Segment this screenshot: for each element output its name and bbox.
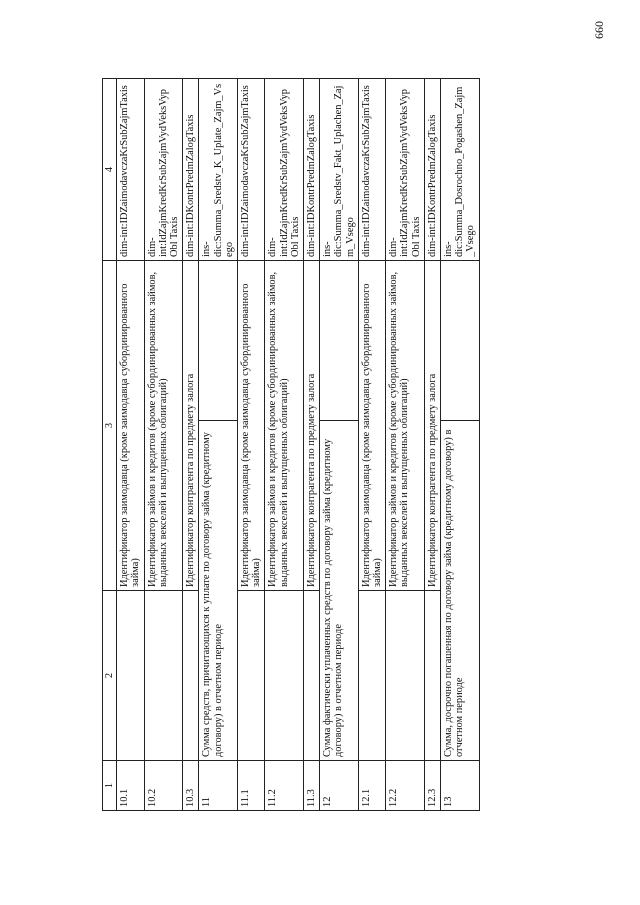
row-description: Идентификатор займов и кредитов (кроме субординированных займов, выданных векселей и выпущенных облигаций) <box>144 260 183 590</box>
row-description: Идентификатор займов и кредитов (кроме субординированных займов, выданных векселей и выпущенных облигаций) <box>265 260 304 590</box>
header-col-2: 2 <box>103 591 117 761</box>
row-number: 13 <box>441 761 480 811</box>
row-description: Идентификатор заимодавца (кроме заимодавца субординированного займа) <box>358 260 385 590</box>
row-name <box>265 591 304 761</box>
row-name <box>117 591 144 761</box>
row-number: 11.2 <box>265 761 304 811</box>
row-code: dim-int:IdZajmKredKrSubZajmVydVeksVypObl Taxis <box>386 78 425 260</box>
row-code: ins-dic:Summa_Sredstv_Fakt_Uplachen_Zajm_Vsego <box>320 78 359 260</box>
row-number: 11.3 <box>304 761 320 811</box>
row-number: 12.3 <box>424 761 440 811</box>
row-code: dim-int:IDKontrPredmZalogTaxis <box>304 78 320 260</box>
table-row <box>183 78 199 810</box>
table-row <box>117 78 144 810</box>
header-col-3: 3 <box>103 260 117 590</box>
table-header-row <box>103 78 117 810</box>
table-row <box>199 78 238 810</box>
row-description: Идентификатор заимодавца (кроме заимодавца субординированного займа) <box>238 260 265 590</box>
row-description: Идентификатор контрагента по предмету залога <box>183 260 199 590</box>
row-name <box>144 591 183 761</box>
row-code: dim-int:IDKontrPredmZalogTaxis <box>424 78 440 260</box>
row-code: dim-int:IdZajmKredKrSubZajmVydVeksVypObl Taxis <box>265 78 304 260</box>
header-col-4: 4 <box>103 78 117 260</box>
row-name: Сумма, досрочно погашенная по договору займа (кредитному договору) в отчетном периоде <box>441 421 480 761</box>
row-code: dim-int:IDKontrPredmZalogTaxis <box>183 78 199 260</box>
row-code: dim-int:IDZaimodavczaKrSubZajmTaxis <box>238 78 265 260</box>
row-code: dim-int:IDZaimodavczaKrSubZajmTaxis <box>358 78 385 260</box>
row-description: Идентификатор заимодавца (кроме заимодавца субординированного займа) <box>117 260 144 590</box>
page-number: 660 <box>592 21 606 39</box>
row-number: 12.2 <box>386 761 425 811</box>
row-name: Сумма средств, причитающихся к уплате по договору займа (кредитному договору) в отчетном периоде <box>199 421 238 761</box>
table-row <box>358 78 385 810</box>
row-code: ins-dic:Summa_Sredstv_K_Uplate_Zajm_Vsego <box>199 78 238 260</box>
row-name <box>386 591 425 761</box>
header-col-1: 1 <box>103 761 117 811</box>
row-number: 10.3 <box>183 761 199 811</box>
row-code: dim-int:IDZaimodavczaKrSubZajmTaxis <box>117 78 144 260</box>
taxonomy-table <box>102 78 480 811</box>
row-number: 11.1 <box>238 761 265 811</box>
table-row <box>320 78 359 810</box>
row-number: 10.1 <box>117 761 144 811</box>
row-description: Идентификатор контрагента по предмету залога <box>424 260 440 590</box>
row-code: ins-dic:Summa_Dosrochno_Pogashen_Zajm_Vsego <box>441 78 480 260</box>
row-name <box>304 591 320 761</box>
table-row <box>424 78 440 810</box>
table-row <box>304 78 320 810</box>
row-name <box>358 591 385 761</box>
row-number: 12 <box>320 761 359 811</box>
row-description <box>320 260 359 420</box>
row-name <box>424 591 440 761</box>
table-row <box>265 78 304 810</box>
row-name <box>238 591 265 761</box>
row-description <box>199 260 238 420</box>
row-description: Идентификатор займов и кредитов (кроме субординированных займов, выданных векселей и выпущенных облигаций) <box>386 260 425 590</box>
row-code: dim-int:IdZajmKredKrSubZajmVydVeksVypObl Taxis <box>144 78 183 260</box>
table-row <box>238 78 265 810</box>
row-number: 10.2 <box>144 761 183 811</box>
table-body <box>117 78 479 810</box>
table-row <box>144 78 183 810</box>
row-name: Сумма фактически уплаченных средств по договору займа (кредитному договору) в отчетном периоде <box>320 421 359 761</box>
row-description <box>441 260 480 420</box>
table-row <box>441 78 480 810</box>
row-name <box>183 591 199 761</box>
row-number: 11 <box>199 761 238 811</box>
table-row <box>386 78 425 810</box>
row-description: Идентификатор контрагента по предмету залога <box>304 260 320 590</box>
row-number: 12.1 <box>358 761 385 811</box>
